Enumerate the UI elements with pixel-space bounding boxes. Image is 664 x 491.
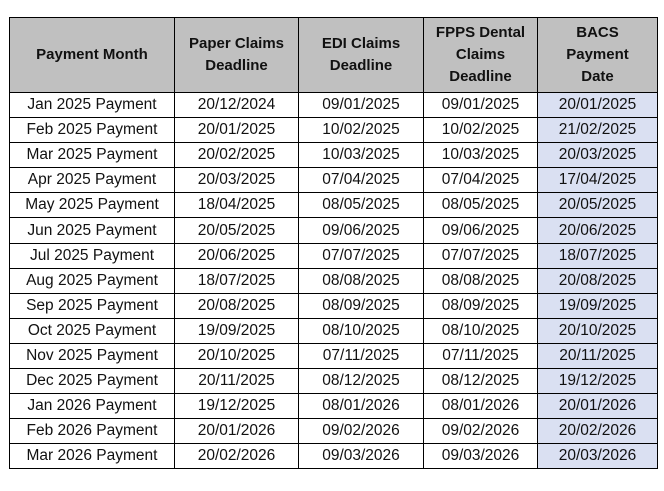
cell-payment-month: Feb 2025 Payment [10, 118, 175, 143]
cell-fpps-dental-claims-deadline: 09/02/2026 [424, 419, 538, 444]
table-row [10, 268, 658, 293]
cell-fpps-dental-claims-deadline: 08/10/2025 [424, 318, 538, 343]
column-header-bacs-payment-date [538, 18, 658, 93]
payment-schedule-table [9, 17, 658, 469]
table-row [10, 318, 658, 343]
cell-fpps-dental-claims-deadline: 09/01/2025 [424, 93, 538, 118]
table-row [10, 93, 658, 118]
header-text-line: FPPS Dental [435, 24, 526, 41]
cell-paper-claims-deadline: 20/12/2024 [175, 93, 299, 118]
table-row [10, 343, 658, 368]
cell-bacs-payment-date: 18/07/2025 [538, 243, 658, 268]
header-text-line: Payment [566, 46, 629, 63]
cell-edi-claims-deadline: 08/10/2025 [299, 318, 424, 343]
cell-fpps-dental-claims-deadline: 08/05/2025 [424, 193, 538, 218]
cell-bacs-payment-date: 20/08/2025 [538, 268, 658, 293]
cell-bacs-payment-date: 20/03/2026 [538, 444, 658, 469]
header-text-line: Deadline [329, 57, 393, 74]
cell-edi-claims-deadline: 08/12/2025 [299, 369, 424, 394]
cell-payment-month: Mar 2026 Payment [10, 444, 175, 469]
cell-fpps-dental-claims-deadline: 09/03/2026 [424, 444, 538, 469]
table-row [10, 143, 658, 168]
cell-fpps-dental-claims-deadline: 08/12/2025 [424, 369, 538, 394]
header-text-line: Deadline [449, 68, 512, 85]
table-row [10, 218, 658, 243]
cell-bacs-payment-date: 20/01/2026 [538, 394, 658, 419]
cell-bacs-payment-date: 20/05/2025 [538, 193, 658, 218]
cell-edi-claims-deadline: 09/02/2026 [299, 419, 424, 444]
header-text-line: Payment Month [36, 46, 148, 63]
cell-payment-month: Aug 2025 Payment [10, 268, 175, 293]
column-header-edi-claims-deadline [299, 18, 424, 93]
table-row [10, 118, 658, 143]
cell-payment-month: Dec 2025 Payment [10, 369, 175, 394]
table-row [10, 369, 658, 394]
cell-paper-claims-deadline: 19/09/2025 [175, 318, 299, 343]
column-header-payment-month [10, 18, 175, 93]
cell-payment-month: Jul 2025 Payment [10, 243, 175, 268]
cell-bacs-payment-date: 19/12/2025 [538, 369, 658, 394]
cell-edi-claims-deadline: 08/09/2025 [299, 293, 424, 318]
header-text-line: Deadline [205, 57, 268, 74]
table-row [10, 394, 658, 419]
header-text-line: BACS [576, 24, 619, 41]
table-row [10, 243, 658, 268]
cell-payment-month: Jun 2025 Payment [10, 218, 175, 243]
cell-fpps-dental-claims-deadline: 08/01/2026 [424, 394, 538, 419]
header-text-line: EDI Claims [321, 35, 401, 52]
cell-paper-claims-deadline: 20/01/2026 [175, 419, 299, 444]
cell-paper-claims-deadline: 20/02/2026 [175, 444, 299, 469]
cell-edi-claims-deadline: 08/05/2025 [299, 193, 424, 218]
cell-edi-claims-deadline: 09/01/2025 [299, 93, 424, 118]
cell-paper-claims-deadline: 20/03/2025 [175, 168, 299, 193]
cell-paper-claims-deadline: 20/05/2025 [175, 218, 299, 243]
cell-fpps-dental-claims-deadline: 08/09/2025 [424, 293, 538, 318]
cell-bacs-payment-date: 20/06/2025 [538, 218, 658, 243]
cell-edi-claims-deadline: 07/11/2025 [299, 343, 424, 368]
cell-paper-claims-deadline: 20/01/2025 [175, 118, 299, 143]
cell-paper-claims-deadline: 19/12/2025 [175, 394, 299, 419]
table-row [10, 419, 658, 444]
cell-bacs-payment-date: 17/04/2025 [538, 168, 658, 193]
table-row [10, 444, 658, 469]
cell-payment-month: May 2025 Payment [10, 193, 175, 218]
cell-edi-claims-deadline: 07/04/2025 [299, 168, 424, 193]
cell-edi-claims-deadline: 08/08/2025 [299, 268, 424, 293]
header-row [10, 18, 658, 93]
cell-edi-claims-deadline: 10/03/2025 [299, 143, 424, 168]
cell-paper-claims-deadline: 20/10/2025 [175, 343, 299, 368]
cell-fpps-dental-claims-deadline: 07/07/2025 [424, 243, 538, 268]
cell-paper-claims-deadline: 20/11/2025 [175, 369, 299, 394]
header-text-line: Claims [455, 46, 506, 63]
cell-edi-claims-deadline: 09/03/2026 [299, 444, 424, 469]
cell-paper-claims-deadline: 20/08/2025 [175, 293, 299, 318]
cell-paper-claims-deadline: 20/02/2025 [175, 143, 299, 168]
cell-paper-claims-deadline: 18/04/2025 [175, 193, 299, 218]
cell-bacs-payment-date: 20/02/2026 [538, 419, 658, 444]
cell-payment-month: Jan 2026 Payment [10, 394, 175, 419]
cell-payment-month: Apr 2025 Payment [10, 168, 175, 193]
cell-bacs-payment-date: 20/10/2025 [538, 318, 658, 343]
cell-payment-month: Sep 2025 Payment [10, 293, 175, 318]
cell-payment-month: Oct 2025 Payment [10, 318, 175, 343]
cell-fpps-dental-claims-deadline: 09/06/2025 [424, 218, 538, 243]
table-row [10, 193, 658, 218]
cell-paper-claims-deadline: 18/07/2025 [175, 268, 299, 293]
cell-fpps-dental-claims-deadline: 07/11/2025 [424, 343, 538, 368]
cell-edi-claims-deadline: 07/07/2025 [299, 243, 424, 268]
header-text-line: Paper Claims [188, 35, 285, 52]
cell-edi-claims-deadline: 10/02/2025 [299, 118, 424, 143]
column-header-paper-claims-deadline [175, 18, 299, 93]
cell-payment-month: Jan 2025 Payment [10, 93, 175, 118]
cell-fpps-dental-claims-deadline: 08/08/2025 [424, 268, 538, 293]
cell-bacs-payment-date: 19/09/2025 [538, 293, 658, 318]
cell-bacs-payment-date: 20/03/2025 [538, 143, 658, 168]
cell-fpps-dental-claims-deadline: 10/02/2025 [424, 118, 538, 143]
cell-edi-claims-deadline: 09/06/2025 [299, 218, 424, 243]
cell-payment-month: Mar 2025 Payment [10, 143, 175, 168]
cell-fpps-dental-claims-deadline: 10/03/2025 [424, 143, 538, 168]
cell-bacs-payment-date: 20/01/2025 [538, 93, 658, 118]
column-header-fpps-dental-claims-deadline [424, 18, 538, 93]
cell-payment-month: Nov 2025 Payment [10, 343, 175, 368]
cell-fpps-dental-claims-deadline: 07/04/2025 [424, 168, 538, 193]
table-row [10, 293, 658, 318]
table-row [10, 168, 658, 193]
cell-paper-claims-deadline: 20/06/2025 [175, 243, 299, 268]
cell-bacs-payment-date: 21/02/2025 [538, 118, 658, 143]
cell-edi-claims-deadline: 08/01/2026 [299, 394, 424, 419]
cell-bacs-payment-date: 20/11/2025 [538, 343, 658, 368]
header-text-line: Date [581, 68, 614, 85]
cell-payment-month: Feb 2026 Payment [10, 419, 175, 444]
